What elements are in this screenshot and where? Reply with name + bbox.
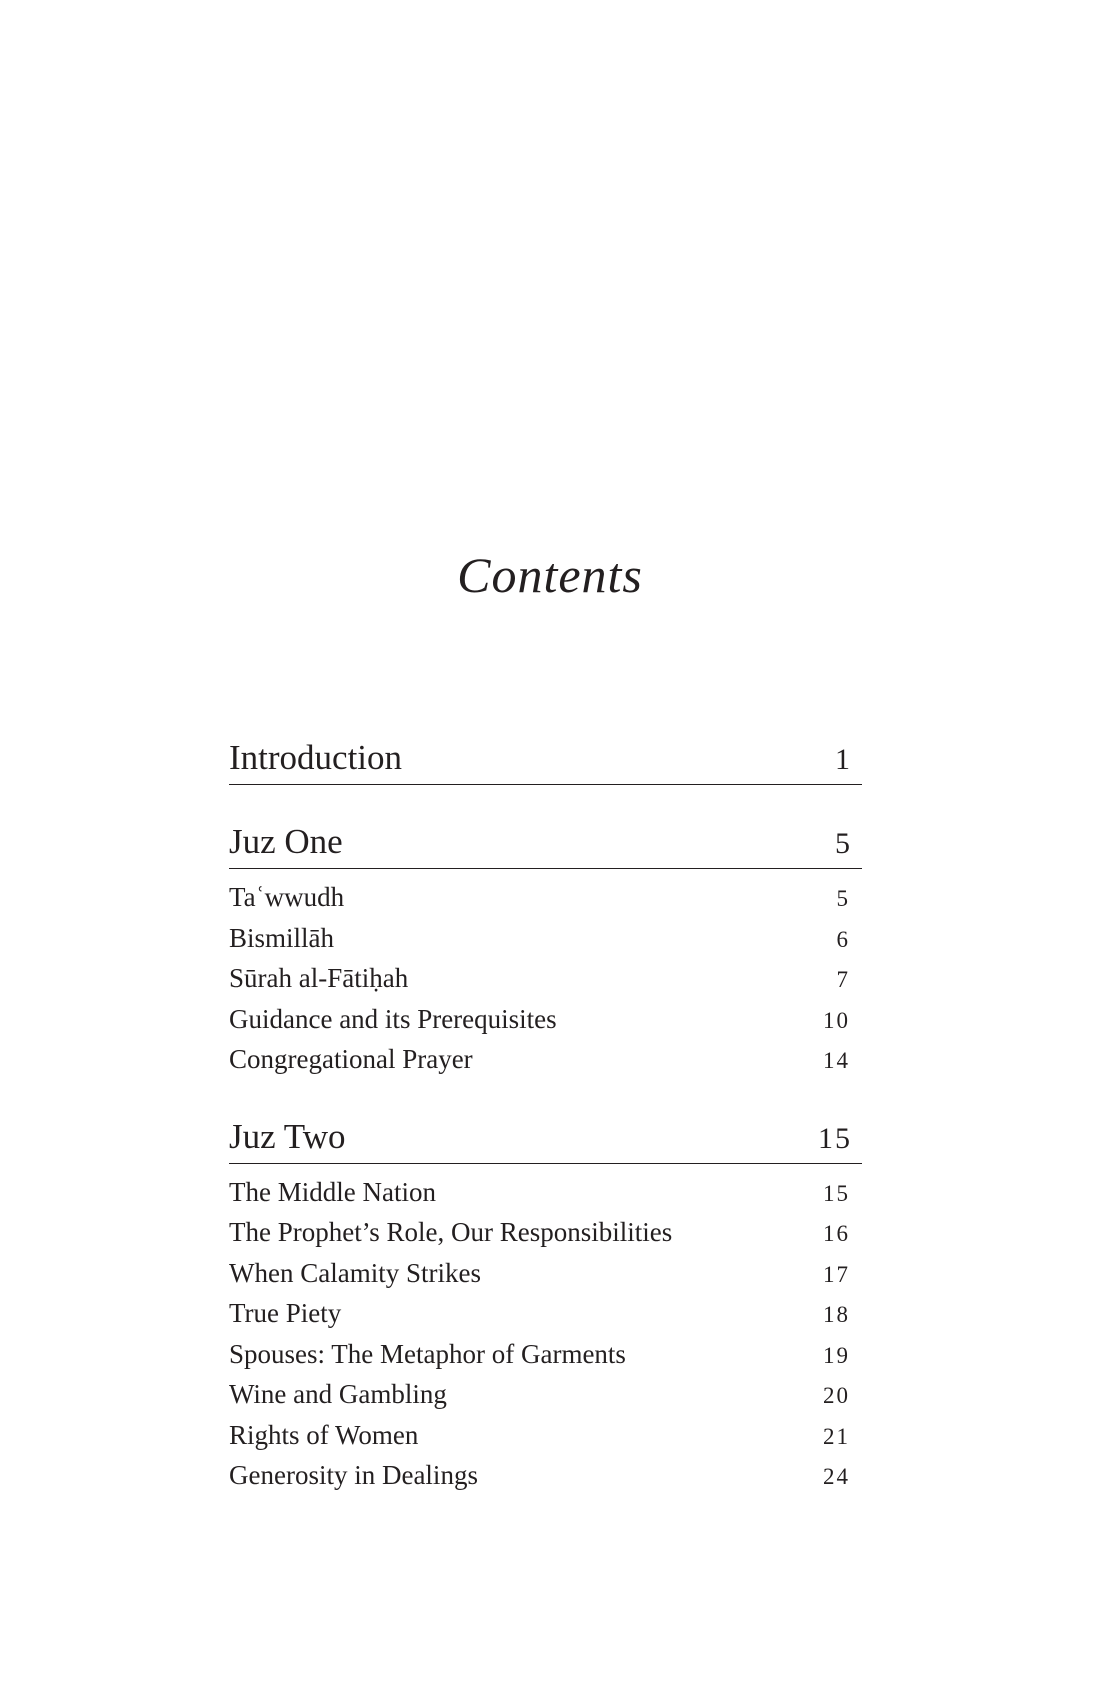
toc-entry[interactable] [229, 1334, 862, 1375]
toc-entry[interactable] [229, 1039, 862, 1080]
entry-page-number: 15 [823, 1180, 850, 1206]
table-of-contents [229, 728, 862, 1523]
toc-entry[interactable] [229, 1374, 862, 1415]
section-title: Juz One [229, 822, 343, 861]
toc-section-juz-one [229, 812, 862, 1080]
entry-title: Bismillāh [229, 922, 335, 953]
entry-page-number: 21 [823, 1423, 850, 1449]
entry-title: Guidance and its Prerequisites [229, 1003, 557, 1034]
page-title: Contents [457, 547, 643, 603]
toc-entry[interactable] [229, 1253, 862, 1294]
section-title: Introduction [229, 738, 403, 777]
entry-title: The Prophet’s Role, Our Responsibilities [229, 1217, 673, 1247]
entry-page-number: 17 [823, 1261, 850, 1287]
entry-title: Generosity in Dealings [229, 1460, 478, 1490]
section-heading[interactable] [229, 1107, 862, 1164]
toc-entry[interactable] [229, 958, 862, 999]
entry-title: True Piety [229, 1298, 342, 1328]
entry-page-number: 24 [823, 1464, 850, 1489]
section-page-number: 15 [818, 1121, 852, 1155]
section-heading[interactable] [229, 728, 862, 785]
toc-entry[interactable] [229, 877, 862, 918]
entry-page-number: 7 [836, 967, 850, 992]
entry-page-number: 5 [836, 886, 850, 911]
entry-list [229, 1172, 862, 1496]
entry-page-number: 19 [823, 1342, 850, 1368]
entry-title: Taʿwwudh [229, 882, 345, 912]
entry-page-number: 14 [823, 1048, 850, 1073]
toc-entry[interactable] [229, 1172, 862, 1213]
toc-entry[interactable] [229, 999, 862, 1040]
entry-title: When Calamity Strikes [229, 1257, 481, 1288]
entry-title: Spouses: The Metaphor of Garments [229, 1338, 626, 1369]
section-page-number: 5 [835, 827, 852, 860]
toc-section-juz-two [229, 1107, 862, 1496]
toc-entry[interactable] [229, 1293, 862, 1334]
toc-entry[interactable] [229, 918, 862, 959]
section-page-number: 1 [835, 743, 852, 776]
toc-entry[interactable] [229, 1212, 862, 1253]
section-heading[interactable] [229, 812, 862, 869]
section-title: Juz Two [229, 1116, 346, 1156]
entry-page-number: 20 [823, 1383, 850, 1408]
toc-entry[interactable] [229, 1455, 862, 1496]
entry-page-number: 16 [823, 1221, 850, 1246]
entry-title: Congregational Prayer [229, 1044, 473, 1074]
entry-title: Sūrah al-Fātiḥah [229, 963, 409, 993]
entry-title: Wine and Gambling [229, 1379, 447, 1409]
entry-list [229, 877, 862, 1080]
toc-section-introduction [229, 728, 862, 785]
entry-page-number: 18 [823, 1302, 850, 1327]
entry-page-number: 6 [836, 926, 850, 952]
entry-title: The Middle Nation [229, 1176, 436, 1207]
toc-entry[interactable] [229, 1415, 862, 1456]
entry-title: Rights of Women [229, 1419, 419, 1450]
entry-page-number: 10 [823, 1007, 850, 1033]
